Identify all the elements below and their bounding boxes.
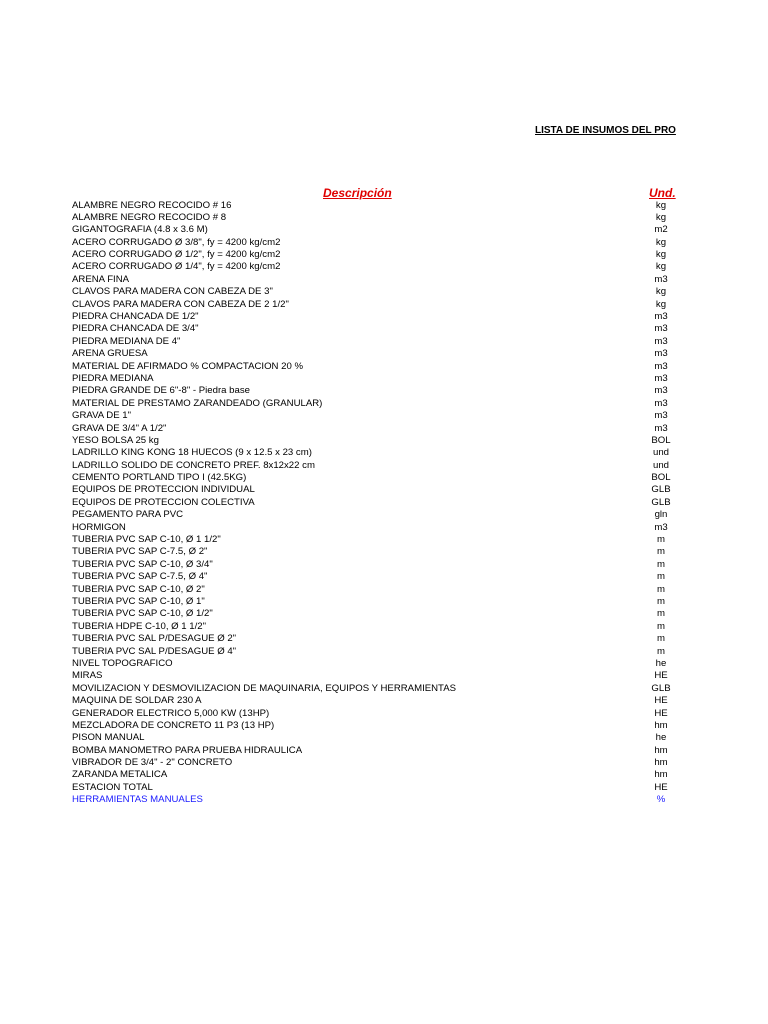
list-item	[0, 336, 768, 348]
list-item	[0, 460, 768, 472]
list-item	[0, 782, 768, 794]
item-description: TUBERIA PVC SAP C-10, Ø 1/2"	[72, 608, 213, 620]
item-unit: HE	[654, 670, 668, 682]
list-item	[0, 385, 768, 397]
item-description: ESTACION TOTAL	[72, 781, 153, 793]
list-item	[0, 646, 768, 658]
item-description: TUBERIA PVC SAL P/DESAGUE Ø 2"	[72, 633, 237, 645]
item-unit: kg	[655, 249, 667, 261]
list-item	[0, 695, 768, 707]
item-description: YESO BOLSA 25 kg	[72, 434, 159, 446]
list-item	[0, 757, 768, 769]
item-description: TUBERIA PVC SAP C-10, Ø 1"	[72, 596, 205, 607]
item-unit: BOL	[651, 472, 671, 484]
item-unit: he	[655, 657, 667, 669]
item-description: ZARANDA METALICA	[72, 769, 168, 781]
list-item	[0, 224, 768, 236]
item-unit: he	[655, 732, 667, 744]
list-item	[0, 584, 768, 596]
list-item	[0, 249, 768, 261]
item-description: VIBRADOR DE 3/4" - 2" CONCRETO	[72, 757, 233, 769]
list-item	[0, 323, 768, 335]
item-unit: kg	[655, 261, 667, 273]
item-description: GIGANTOGRAFIA (4.8 x 3.6 M)	[72, 224, 208, 236]
item-description: PIEDRA MEDIANA	[72, 372, 154, 384]
list-item	[0, 683, 768, 695]
item-unit: hm	[654, 719, 668, 731]
item-unit: HE	[654, 695, 668, 707]
item-unit: und	[652, 447, 669, 459]
item-description: ACERO CORRUGADO Ø 1/4", fy = 4200 kg/cm2	[72, 261, 281, 273]
list-item	[0, 472, 768, 484]
list-item	[0, 261, 768, 273]
item-unit: HE	[654, 781, 668, 793]
item-description: TUBERIA PVC SAP C-7.5, Ø 2"	[72, 546, 208, 558]
item-description: MIRAS	[72, 670, 103, 682]
item-description: TUBERIA PVC SAL P/DESAGUE Ø 4"	[72, 645, 237, 657]
item-description: LADRILLO SOLIDO DE CONCRETO PREF. 8x12x22 cm	[72, 459, 315, 471]
item-unit: %	[656, 794, 666, 806]
item-unit: m3	[654, 397, 668, 409]
item-unit: m3	[654, 410, 668, 422]
item-unit: m	[657, 534, 665, 546]
item-description: ACERO CORRUGADO Ø 3/8", fy = 4200 kg/cm2	[72, 236, 281, 248]
item-unit: GLB	[651, 484, 671, 496]
list-item	[0, 633, 768, 645]
item-description: EQUIPOS DE PROTECCION COLECTIVA	[72, 496, 255, 508]
item-unit: m	[657, 558, 665, 570]
item-unit: gln	[654, 509, 668, 521]
list-item	[0, 447, 768, 459]
list-item	[0, 596, 768, 608]
list-item	[0, 497, 768, 509]
list-item	[0, 559, 768, 571]
item-unit: m2	[654, 224, 668, 236]
item-description: EQUIPOS DE PROTECCION INDIVIDUAL	[72, 484, 255, 496]
column-header-unit: Und.	[649, 186, 676, 200]
item-description: CEMENTO PORTLAND TIPO I (42.5KG)	[72, 472, 247, 484]
list-item	[0, 361, 768, 373]
list-item	[0, 373, 768, 385]
item-description: TUBERIA PVC SAP C-10, Ø 3/4"	[72, 558, 213, 570]
column-header-description: Descripción	[323, 186, 392, 200]
item-unit: GLB	[651, 496, 671, 508]
list-item	[0, 212, 768, 224]
list-item	[0, 299, 768, 311]
list-item	[0, 670, 768, 682]
item-unit: m3	[654, 422, 668, 434]
item-description: MEZCLADORA DE CONCRETO 11 P3 (13 HP)	[72, 719, 275, 731]
item-description: HORMIGON	[72, 521, 126, 533]
list-item	[0, 200, 768, 212]
item-description: CLAVOS PARA MADERA CON CABEZA DE 2 1/2"	[72, 298, 289, 310]
item-description: GRAVA DE 3/4" A 1/2"	[72, 422, 167, 434]
list-item	[0, 237, 768, 249]
list-item	[0, 398, 768, 410]
item-unit: m	[657, 633, 665, 645]
list-item	[0, 522, 768, 534]
list-item	[0, 732, 768, 744]
item-description: PISON MANUAL	[72, 732, 145, 744]
item-description: ALAMBRE NEGRO RECOCIDO # 16	[72, 199, 232, 211]
item-unit: m	[657, 571, 665, 583]
item-unit: hm	[654, 744, 668, 756]
item-unit: m3	[654, 273, 668, 285]
item-description: PEGAMENTO PARA PVC	[72, 509, 184, 521]
list-item	[0, 708, 768, 720]
item-unit: m	[657, 583, 665, 595]
item-unit: kg	[655, 298, 667, 310]
item-unit: m	[657, 546, 665, 558]
item-description: ACERO CORRUGADO Ø 1/2", fy = 4200 kg/cm2	[72, 249, 281, 261]
item-unit: hm	[654, 769, 668, 781]
item-description: PIEDRA CHANCADA DE 1/2"	[72, 311, 199, 323]
list-item	[0, 769, 768, 781]
list-item	[0, 410, 768, 422]
item-unit: und	[652, 459, 669, 471]
item-description: PIEDRA GRANDE DE 6"-8" - Piedra base	[72, 385, 250, 397]
item-description: BOMBA MANOMETRO PARA PRUEBA HIDRAULICA	[72, 744, 303, 756]
item-unit: kg	[655, 236, 667, 248]
list-item	[0, 534, 768, 546]
item-unit: GLB	[651, 682, 671, 694]
list-item	[0, 286, 768, 298]
list-item	[0, 423, 768, 435]
list-item	[0, 435, 768, 447]
item-description: ALAMBRE NEGRO RECOCIDO # 8	[72, 211, 227, 223]
item-description: NIVEL TOPOGRAFICO	[72, 657, 173, 669]
item-description: GENERADOR ELECTRICO 5,000 KW (13HP)	[72, 707, 270, 719]
item-unit: BOL	[651, 434, 671, 446]
list-item	[0, 621, 768, 633]
document-title: LISTA DE INSUMOS DEL PRO	[535, 125, 676, 136]
item-description: TUBERIA PVC SAP C-10, Ø 2"	[72, 583, 205, 595]
item-unit: hm	[654, 757, 668, 769]
item-unit: m3	[654, 360, 668, 372]
list-item	[0, 546, 768, 558]
list-item	[0, 348, 768, 360]
item-unit: m	[657, 608, 665, 620]
list-item	[0, 484, 768, 496]
list-item	[0, 745, 768, 757]
item-unit: HE	[654, 707, 668, 719]
item-description: MAQUINA DE SOLDAR 230 A	[72, 695, 202, 707]
list-item	[0, 274, 768, 286]
item-unit: kg	[655, 199, 667, 211]
item-unit: m3	[654, 348, 668, 360]
item-description: TUBERIA HDPE C-10, Ø 1 1/2"	[72, 620, 207, 632]
item-unit: m	[657, 596, 665, 607]
list-item	[0, 794, 768, 806]
item-description: ARENA FINA	[72, 273, 130, 285]
items-list	[0, 200, 768, 807]
item-description: MOVILIZACION Y DESMOVILIZACION DE MAQUINARIA, EQUIPOS Y HERRAMIENTAS	[72, 682, 457, 694]
item-unit: m3	[654, 372, 668, 384]
item-description: PIEDRA CHANCADA DE 3/4"	[72, 323, 199, 335]
list-item	[0, 658, 768, 670]
item-unit: kg	[655, 211, 667, 223]
item-description: TUBERIA PVC SAP C-7.5, Ø 4"	[72, 571, 208, 583]
item-unit: m3	[654, 335, 668, 347]
item-description: PIEDRA MEDIANA DE 4"	[72, 335, 181, 347]
item-unit: m	[657, 645, 665, 657]
item-unit: m3	[654, 323, 668, 335]
list-item	[0, 608, 768, 620]
list-item	[0, 720, 768, 732]
list-item	[0, 311, 768, 323]
item-unit: m	[657, 620, 665, 632]
list-item	[0, 571, 768, 583]
item-description: MATERIAL DE AFIRMADO % COMPACTACION 20 %	[72, 360, 303, 372]
item-unit: m3	[654, 311, 668, 323]
item-description: LADRILLO KING KONG 18 HUECOS (9 x 12.5 x 23 cm)	[72, 447, 312, 459]
list-item	[0, 509, 768, 521]
item-description: MATERIAL DE PRESTAMO ZARANDEADO (GRANULAR)	[72, 397, 323, 409]
item-unit: kg	[655, 286, 667, 298]
item-description: ARENA GRUESA	[72, 348, 148, 360]
item-unit: m3	[654, 521, 668, 533]
item-description: HERRAMIENTAS MANUALES	[72, 794, 203, 806]
item-description: CLAVOS PARA MADERA CON CABEZA DE 3"	[72, 286, 273, 298]
item-description: TUBERIA PVC SAP C-10, Ø 1 1/2"	[72, 534, 221, 546]
item-description: GRAVA DE 1"	[72, 410, 132, 422]
item-unit: m3	[654, 385, 668, 397]
